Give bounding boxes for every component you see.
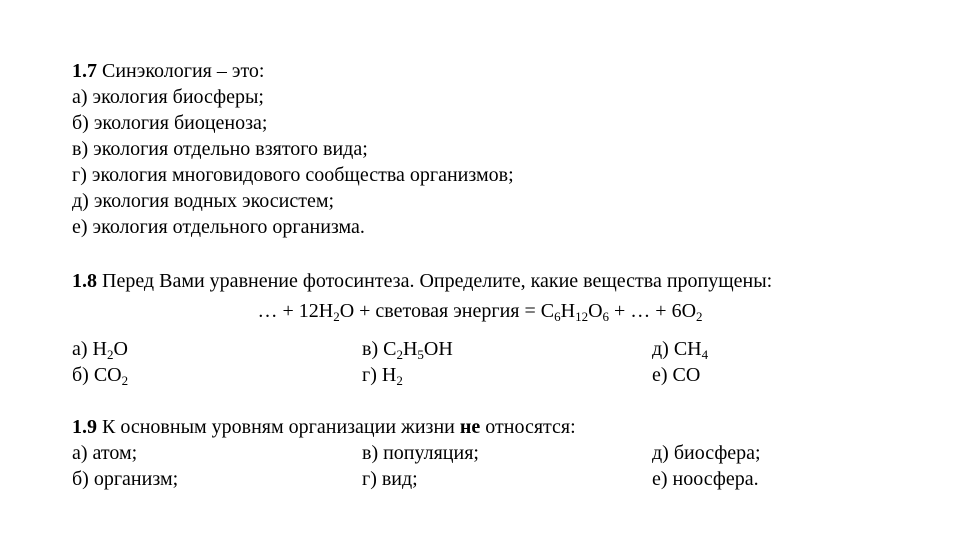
option-a: а) атом; xyxy=(72,442,138,464)
option-a: а) $H_2O$ xyxy=(72,338,128,362)
question-number: 1.9 xyxy=(72,416,97,438)
option-e: е) ноосфера. xyxy=(652,468,759,490)
option-e: е) экология отдельного организма. xyxy=(72,216,365,238)
question-text: К основным уровням организации жизни не относятся: xyxy=(102,416,576,438)
option-v: в) экология отдельно взятого вида; xyxy=(72,138,368,160)
option-b: б) организм; xyxy=(72,468,179,490)
option-v: в) $C_2H_5OH$ xyxy=(362,338,453,362)
photosynthesis-equation: … + $12H_2O$ + световая энергия = $C_6H_{12}O_6$ + … + $6O_2$ xyxy=(257,300,703,324)
option-b: б) $CO_2$ xyxy=(72,364,129,388)
option-b: б) экология биоценоза; xyxy=(72,112,268,134)
question-number: 1.8 xyxy=(72,270,97,292)
option-d: д) $CH_4$ xyxy=(652,338,709,362)
option-g: г) $H_2$ xyxy=(362,364,403,388)
option-g: г) экология многовидового сообщества организмов; xyxy=(72,164,514,186)
option-v: в) популяция; xyxy=(362,442,479,464)
question-1-8-title xyxy=(72,268,772,294)
question-text: Перед Вами уравнение фотосинтеза. Определите, какие вещества пропущены: xyxy=(102,270,773,292)
option-g: г) вид; xyxy=(362,468,418,490)
option-e: е) CO xyxy=(652,364,701,386)
option-d: д) биосфера; xyxy=(652,442,761,464)
question-number: 1.7 xyxy=(72,60,97,82)
emphasis-not: не xyxy=(459,416,481,438)
option-d: д) экология водных экосистем; xyxy=(72,190,335,212)
option-a: а) экология биосферы; xyxy=(72,86,264,108)
question-text: Синэкология – это: xyxy=(102,60,265,82)
question-1-9-title xyxy=(72,414,576,440)
question-1-7-title xyxy=(72,58,264,84)
